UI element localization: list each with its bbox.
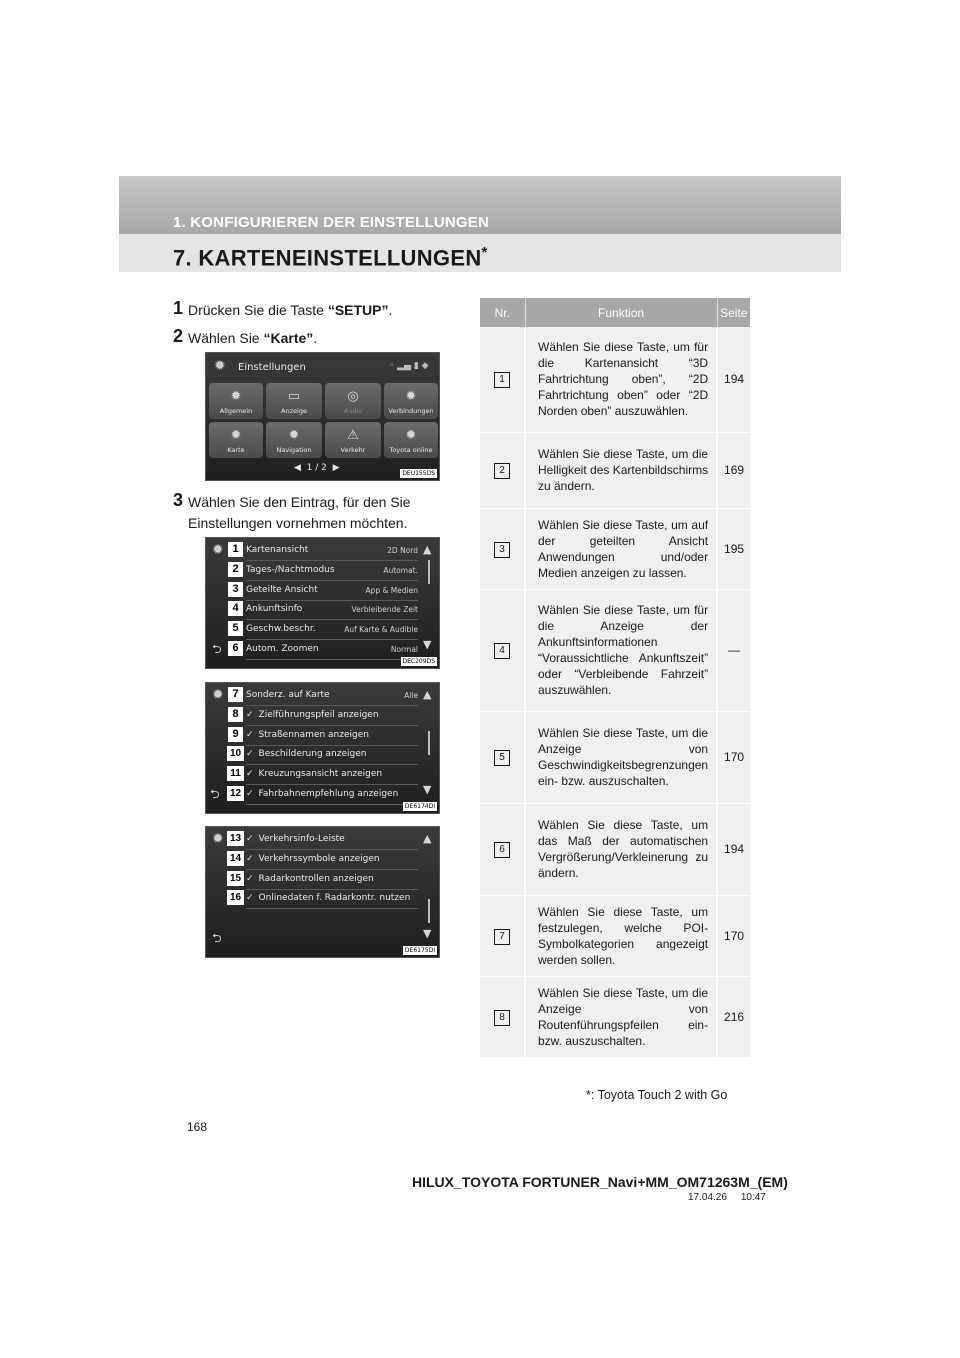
gear-icon: ✹ <box>214 358 226 374</box>
function-text: Wählen Sie diese Taste, um auf der geteilten Ansicht Anwendungen und/oder Medien anzeigen zu lassen. <box>525 508 717 589</box>
table-row <box>480 895 750 976</box>
connection-icon: ✹ <box>405 389 417 404</box>
row-verkehrsinfo-leiste[interactable]: ✓ Verkehrsinfo-Leiste <box>246 831 418 850</box>
table-header-row <box>480 298 750 327</box>
next-page-icon[interactable]: ▶ <box>332 463 340 473</box>
page-ref: 194 <box>717 327 750 432</box>
map-gear-icon: ✹ <box>212 542 224 558</box>
check-icon: ✓ <box>246 730 254 740</box>
header-funktion: Funktion <box>525 298 717 327</box>
map-settings-screen-1: ✹ 1 Kartenansicht 2D Nord 2 Tages-/Nachtmodus Automat. 3 Geteilte Ansicht App & Medien 4 Ankunftsinfo Verbleibende Zeit 5 Geschw.beschr. Auf Karte & Audible ⮌ 6 Autom. Zoomen Normal ▲ ▼ DEC209DS <box>205 537 440 669</box>
number-box: 2 <box>494 463 510 479</box>
tile-verbindungen[interactable]: ✹ Verbindungen <box>384 383 438 419</box>
step-3: 3 Wählen Sie den Eintrag, für den Sie Einstellungen vornehmen möchten. <box>173 490 411 531</box>
number-box: 5 <box>494 750 510 766</box>
number-box: 8 <box>494 1010 510 1026</box>
step-1: 1 Drücken Sie die Taste “SETUP”. <box>173 298 393 318</box>
row-fahrbahnempfehlung[interactable]: ✓ Fahrbahnempfehlung anzeigen <box>246 786 418 805</box>
status-icons: ◦ ▂▄ ▮ ◆ <box>389 361 429 371</box>
row-kreuzungsansicht[interactable]: ✓ Kreuzungsansicht anzeigen <box>246 766 418 785</box>
tile-allgemein[interactable]: ✹ Allgemein <box>209 383 263 419</box>
pager: ◀ 1 / 2 ▶ <box>294 463 340 473</box>
map-gear-icon: ✹ <box>230 428 242 443</box>
row-zielfuehrungspfeil[interactable]: ✓ Zielführungspfeil anzeigen <box>246 707 418 726</box>
back-icon[interactable]: ⮌ <box>212 642 222 656</box>
header-seite: Seite <box>717 298 750 327</box>
table-row <box>480 589 750 711</box>
header-nr: Nr. <box>480 298 525 327</box>
row-ankunftsinfo[interactable]: Ankunftsinfo Verbleibende Zeit <box>246 601 418 620</box>
check-icon: ✓ <box>246 769 254 779</box>
scroll-up-icon[interactable]: ▲ <box>423 543 432 556</box>
table-row <box>480 976 750 1057</box>
tile-audio[interactable]: ◎ Audio <box>325 383 381 419</box>
tile-karte[interactable]: ✹ Karte <box>209 422 263 458</box>
row-beschilderung[interactable]: ✓ Beschilderung anzeigen <box>246 746 418 765</box>
row-sonderz-auf-karte[interactable]: Sonderz. auf Karte Alle <box>246 687 418 706</box>
settings-screen: ✹ Einstellungen ◦ ▂▄ ▮ ◆ ✹ Allgemein ▭ Anzeige ◎ Audio ✹ Verbindungen ✹ Karte ✹ Navigation ⚠ Verkehr ✹ Toyota online ◀ 1 / 2 ▶ DEU155DS <box>205 352 440 481</box>
scroll-up-icon[interactable]: ▲ <box>423 688 432 701</box>
check-icon: ✓ <box>246 710 254 720</box>
scroll-down-icon[interactable]: ▼ <box>423 927 432 940</box>
function-text: Wählen Sie diese Taste, um das Maß der automatischen Vergrößerung/Verkleinerung zu ändern. <box>525 803 717 895</box>
document-id: HILUX_TOYOTA FORTUNER_Navi+MM_OM71263M_(EM) <box>412 1174 788 1190</box>
scrollbar[interactable] <box>428 899 430 923</box>
scrollbar[interactable] <box>428 560 430 584</box>
section-label: 1. KONFIGURIEREN DER EINSTELLUNGEN <box>173 214 489 231</box>
check-icon: ✓ <box>246 893 254 903</box>
function-text: Wählen Sie diese Taste, um festzulegen, welche POI-Symbolkategorien angezeigt werden sollen. <box>525 895 717 976</box>
number-box: 6 <box>494 842 510 858</box>
timestamp: 17.04.26 10:47 <box>688 1192 766 1203</box>
row-kartenansicht[interactable]: Kartenansicht 2D Nord <box>246 542 418 561</box>
function-text: Wählen Sie diese Taste, um für die Kartenansicht “3D Fahrtrichtung oben”, “2D Fahrtrichtung oben” oder “2D Norden oben” auszuwählen. <box>525 327 717 432</box>
traffic-icon: ⚠ <box>347 428 359 443</box>
number-box: 3 <box>494 542 510 558</box>
row-verkehrssymbole[interactable]: ✓ Verkehrssymbole anzeigen <box>246 851 418 870</box>
table-row <box>480 327 750 432</box>
gear-icon: ✹ <box>230 389 242 404</box>
back-icon[interactable]: ⮌ <box>212 931 222 945</box>
function-table <box>480 298 750 1058</box>
page-ref: 170 <box>717 895 750 976</box>
page-title: 7. KARTENEINSTELLUNGEN* <box>173 244 488 271</box>
scrollbar[interactable] <box>428 731 430 755</box>
page-ref: 194 <box>717 803 750 895</box>
page-ref: 170 <box>717 711 750 803</box>
tile-navigation[interactable]: ✹ Navigation <box>266 422 322 458</box>
table-row <box>480 803 750 895</box>
check-icon: ✓ <box>246 874 254 884</box>
back-icon[interactable]: ⮌ <box>210 787 220 801</box>
footnote: *: Toyota Touch 2 with Go <box>586 1088 728 1102</box>
table-row <box>480 508 750 589</box>
scroll-down-icon[interactable]: ▼ <box>423 783 432 796</box>
function-text: Wählen Sie diese Taste, um die Anzeige von Routenführungspfeilen ein- bzw. auszuschalten. <box>525 976 717 1057</box>
prev-page-icon[interactable]: ◀ <box>294 463 301 473</box>
row-tages-nachtmodus[interactable]: Tages-/Nachtmodus Automat. <box>246 562 418 581</box>
row-radarkontrollen[interactable]: ✓ Radarkontrollen anzeigen <box>246 871 418 890</box>
function-text: Wählen Sie diese Taste, um die Anzeige von Geschwindigkeitsbegrenzungen ein- bzw. auszuschalten. <box>525 711 717 803</box>
map-settings-screen-2: ✹ 7 Sonderz. auf Karte Alle 8 ✓ Zielführungspfeil anzeigen 9 ✓ Straßennamen anzeigen 10 ✓ Beschilderung anzeigen 11 ✓ Kreuzungsansicht anzeigen ⮌ 12 ✓ Fahrbahnempfehlung anzeigen ▲ ▼ DE6174DI <box>205 682 440 814</box>
number-box: 4 <box>494 643 510 659</box>
navigation-icon: ✹ <box>288 428 300 443</box>
display-icon: ▭ <box>287 389 301 404</box>
tile-toyota-online[interactable]: ✹ Toyota online <box>384 422 438 458</box>
number-box: 1 <box>494 372 510 388</box>
table-row <box>480 711 750 803</box>
table-row <box>480 432 750 508</box>
audio-icon: ◎ <box>347 389 359 404</box>
function-text: Wählen Sie diese Taste, um die Helligkeit des Kartenbildschirms zu ändern. <box>525 432 717 508</box>
online-icon: ✹ <box>405 428 417 443</box>
page-ref: 195 <box>717 508 750 589</box>
row-autom-zoomen[interactable]: Autom. Zoomen Normal <box>246 641 418 660</box>
check-icon: ✓ <box>246 854 254 864</box>
map-gear-icon: ✹ <box>212 687 224 703</box>
row-strassennamen[interactable]: ✓ Straßennamen anzeigen <box>246 727 418 746</box>
function-text: Wählen Sie diese Taste, um für die Anzeige der Ankunftsinformationen “Voraussichtliche Ankunftszeit” oder “Verbleibende Fahrzeit” auszuwählen. <box>525 589 717 711</box>
page-ref: — <box>717 589 750 711</box>
row-geschw-beschr[interactable]: Geschw.beschr. Auf Karte & Audible <box>246 621 418 640</box>
title-footnote-mark: * <box>481 244 488 261</box>
scroll-up-icon[interactable]: ▲ <box>423 832 432 845</box>
tile-anzeige[interactable]: ▭ Anzeige <box>266 383 322 419</box>
row-geteilte-ansicht[interactable]: Geteilte Ansicht App & Medien <box>246 582 418 601</box>
page-ref: 169 <box>717 432 750 508</box>
number-box: 7 <box>494 929 510 945</box>
step-2: 2 Wählen Sie “Karte”. <box>173 326 318 346</box>
tile-verkehr[interactable]: ⚠ Verkehr <box>325 422 381 458</box>
row-onlinedaten-radarkontr[interactable]: ✓ Onlinedaten f. Radarkontr. nutzen <box>246 890 418 909</box>
page-ref: 216 <box>717 976 750 1057</box>
check-icon: ✓ <box>246 749 254 759</box>
map-gear-icon: ✹ <box>212 831 224 847</box>
scroll-down-icon[interactable]: ▼ <box>423 638 432 651</box>
map-settings-screen-3: ✹ 13 ✓ Verkehrsinfo-Leiste 14 ✓ Verkehrssymbole anzeigen 15 ✓ Radarkontrollen anzeigen 16 ✓ Onlinedaten f. Radarkontr. nutzen ⮌ ▲ ▼ DE6175DI <box>205 826 440 958</box>
page-number: 168 <box>187 1120 208 1134</box>
check-icon: ✓ <box>246 834 254 844</box>
check-icon: ✓ <box>246 789 254 799</box>
